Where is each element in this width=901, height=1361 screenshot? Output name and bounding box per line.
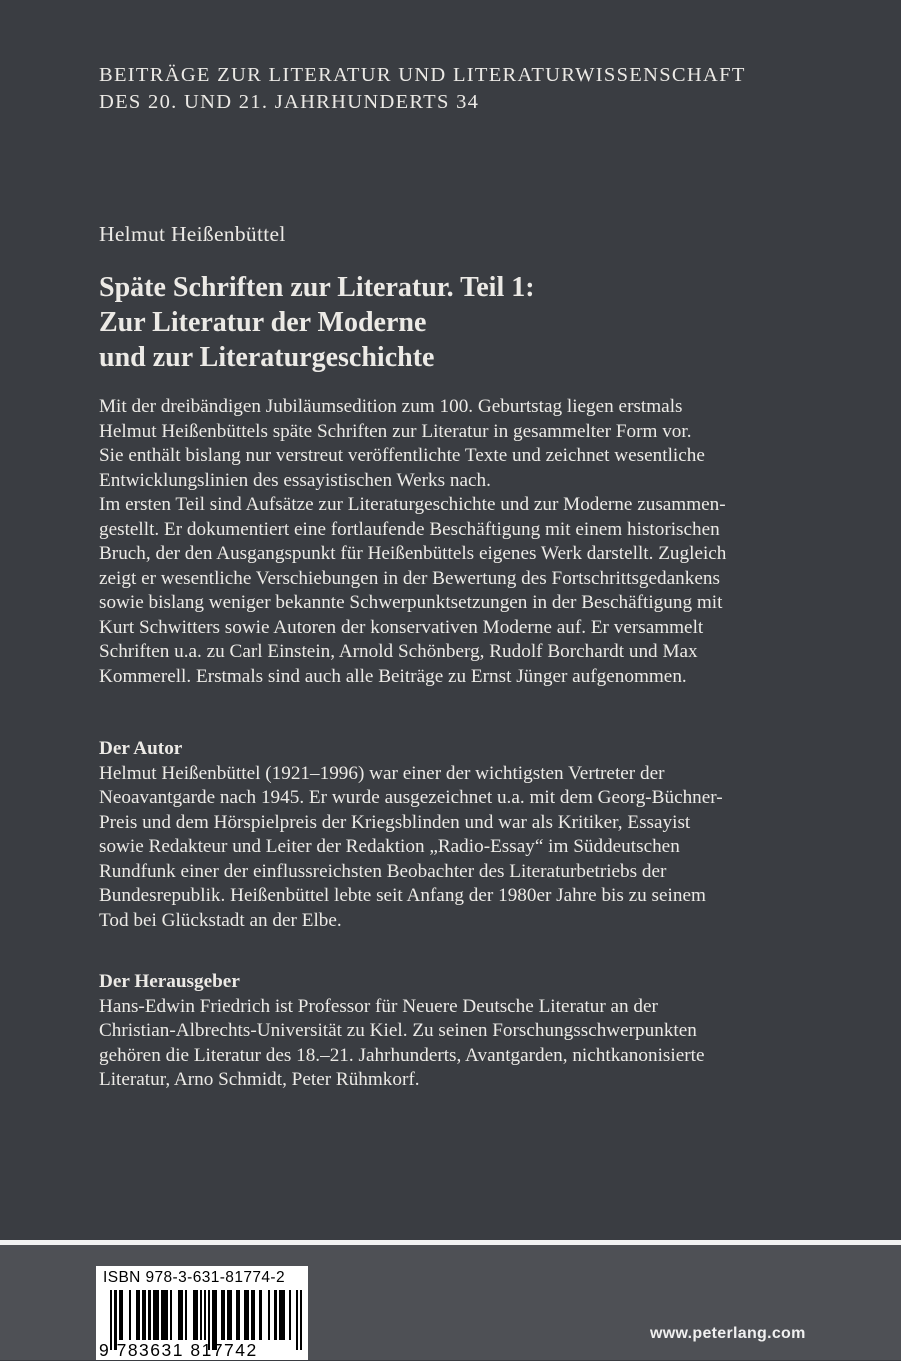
author-section bbox=[99, 737, 819, 933]
barcode-bar bbox=[144, 1290, 146, 1340]
blurb-line: Im ersten Teil sind Aufsätze zur Literaturgeschichte und zur Moderne zusammen- bbox=[99, 494, 726, 515]
blurb-line: Sie enthält bislang nur verstreut veröffentlichte Texte und zeichnet wesentliche bbox=[99, 445, 705, 466]
barcode-bar bbox=[229, 1290, 231, 1340]
author-bio-line: sowie Redakteur und Leiter der Redaktion „Radio-Essay“ im Süddeutschen bbox=[99, 836, 680, 857]
author-bio-line: Preis und dem Hörspielpreis der Kriegsblinden und war als Kritiker, Essayist bbox=[99, 811, 691, 833]
book-title bbox=[99, 270, 819, 375]
blurb-line: Bruch, der den Ausgangspunkt für Heißenbüttels eigenes Werk darstellt. Zugleich bbox=[99, 543, 727, 564]
editor-bio-line: gehören die Literatur des 18.–21. Jahrhunderts, Avantgarden, nichtkanonisierte bbox=[99, 1044, 705, 1066]
barcode-bar bbox=[148, 1290, 150, 1340]
barcode-bar bbox=[238, 1290, 240, 1340]
blurb-line: Mit der dreibändigen Jubiläumsedition zum 100. Geburtstag liegen erstmals bbox=[99, 396, 683, 417]
barcode-bar bbox=[195, 1290, 197, 1340]
isbn-barcode bbox=[96, 1266, 308, 1360]
editor-section bbox=[99, 970, 819, 1093]
barcode-bar bbox=[138, 1290, 140, 1340]
barcode-bar bbox=[253, 1290, 255, 1340]
blurb-line: zeigt er wesentliche Verschiebungen in der Bewertung des Fortschrittsgedankens bbox=[99, 567, 720, 589]
series-line-2: DES 20. UND 21. JAHRHUNDERTS 34 bbox=[99, 91, 480, 113]
blurb-line: Schriften u.a. zu Carl Einstein, Arnold Schönberg, Rudolf Borchardt und Max bbox=[99, 641, 698, 662]
author-heading: Der Autor bbox=[99, 738, 183, 759]
author-name: Helmut Heißenbüttel bbox=[99, 222, 286, 246]
blurb-line: sowie bislang weniger bekannte Schwerpunktsetzungen in der Beschäftigung mit bbox=[99, 592, 723, 613]
editor-bio-line: Literatur, Arno Schmidt, Peter Rühmkorf. bbox=[99, 1069, 420, 1090]
author-bio-line: Helmut Heißenbüttel (1921–1996) war einer der wichtigsten Vertreter der bbox=[99, 762, 665, 784]
author-bio-line: Tod bei Glückstadt an der Elbe. bbox=[99, 909, 342, 931]
author-bio-line: Bundesrepublik. Heißenbüttel lebte seit Anfang der 1980er Jahre bis zu seinem bbox=[99, 885, 706, 906]
barcode-digits: 9 783631 817742 bbox=[99, 1340, 258, 1360]
blurb bbox=[99, 395, 819, 689]
barcode-bar bbox=[185, 1290, 187, 1340]
barcode-bar bbox=[121, 1290, 123, 1340]
blurb-line: Kommerell. Erstmals sind auch alle Beiträge zu Ernst Jünger aufgenommen. bbox=[99, 665, 687, 687]
barcode-bar bbox=[223, 1290, 225, 1340]
barcode-bar bbox=[259, 1290, 261, 1340]
barcode-bar bbox=[200, 1290, 202, 1340]
title-line-2: Zur Literatur der Moderne bbox=[99, 307, 427, 338]
editor-heading: Der Herausgeber bbox=[99, 971, 240, 992]
barcode-bar bbox=[274, 1290, 276, 1340]
barcode-bar bbox=[157, 1290, 159, 1340]
title-line-1: Späte Schriften zur Literatur. Teil 1: bbox=[99, 272, 535, 303]
editor-bio-line: Hans-Edwin Friedrich ist Professor für Neuere Deutsche Literatur an der bbox=[99, 995, 658, 1017]
blurb-line: gestellt. Er dokumentiert eine fortlaufende Beschäftigung mit einem historischen bbox=[99, 518, 720, 540]
barcode-bar bbox=[165, 1290, 167, 1340]
series-line-1: BEITRÄGE ZUR LITERATUR UND LITERATURWISSENSCHAFT bbox=[99, 64, 746, 86]
barcode-bar bbox=[204, 1290, 206, 1340]
editor-bio-line: Christian-Albrechts-Universität zu Kiel. Zu seinen Forschungsschwerpunkten bbox=[99, 1020, 697, 1041]
series-title bbox=[99, 62, 839, 116]
barcode-bar bbox=[129, 1290, 131, 1340]
author-bio-line: Rundfunk einer der einflussreichsten Beobachter des Literaturbetriebs der bbox=[99, 860, 667, 882]
blurb-line: Kurt Schwitters sowie Autoren der konservativen Moderne auf. Er versammelt bbox=[99, 616, 704, 638]
barcode-bar bbox=[180, 1290, 182, 1340]
blurb-line: Entwicklungslinien des essayistischen Werks nach. bbox=[99, 469, 491, 491]
author-bio-line: Neoavantgarde nach 1945. Er wurde ausgezeichnet u.a. mit dem Georg-Büchner- bbox=[99, 787, 723, 808]
isbn-label: ISBN 978-3-631-81774-2 bbox=[103, 1269, 285, 1286]
barcode-bar bbox=[268, 1290, 270, 1340]
barcode-bar bbox=[283, 1290, 285, 1340]
barcode-bars bbox=[110, 1290, 302, 1340]
barcode-bar bbox=[247, 1290, 249, 1340]
barcode-bar bbox=[289, 1290, 291, 1340]
title-line-3: und zur Literaturgeschichte bbox=[99, 342, 435, 373]
barcode-bar bbox=[170, 1290, 172, 1340]
publisher-website: www.peterlang.com bbox=[650, 1325, 806, 1342]
blurb-line: Helmut Heißenbüttels späte Schriften zur Literatur in gesammelter Form vor. bbox=[99, 420, 692, 442]
